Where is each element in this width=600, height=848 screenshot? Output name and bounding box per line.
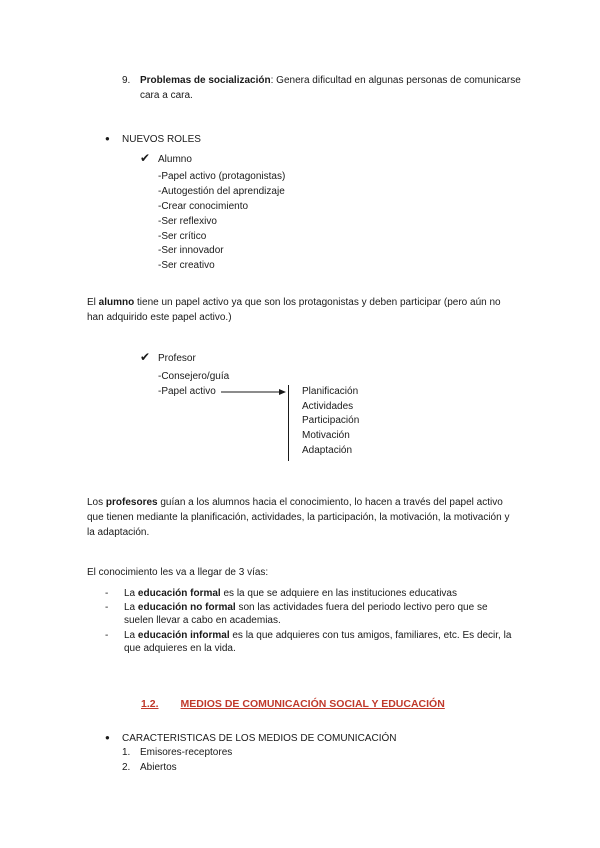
vias-intro: El conocimiento les va a llegar de 3 vías: — [87, 567, 269, 578]
alumno-item: -Ser creativo — [158, 260, 215, 271]
alumno-item: -Ser innovador — [158, 245, 224, 256]
via-no-formal: La educación no formal son las actividades fuera del periodo lectivo pero que se — [124, 602, 488, 613]
dash-icon: - — [105, 602, 109, 613]
item-9-line-2: cara a cara. — [140, 90, 193, 101]
alumno-item: -Ser reflexivo — [158, 216, 217, 227]
nuevos-roles-label: NUEVOS ROLES — [122, 134, 201, 145]
caracteristicas-item: Abiertos — [140, 762, 177, 773]
section-heading — [141, 698, 445, 710]
via-no-formal-line-2: suelen llevar a cabo en academias. — [124, 615, 281, 626]
section-number: 1.2. — [141, 698, 159, 710]
alumno-item: -Papel activo (protagonistas) — [158, 171, 286, 182]
bold-alumno: alumno — [98, 297, 135, 308]
caracteristicas-item: Emisores-receptores — [140, 747, 233, 758]
item-9-title: Problemas de socialización — [140, 75, 271, 86]
profesor-item: -Papel activo — [158, 386, 216, 397]
bullet-icon: ● — [105, 733, 110, 742]
paragraph-profesores: Los profesores guían a los alumnos hacia el conocimiento, lo hacen a través del papel activo que tienen mediante la planificación, actividades, la participación, la motivación, la motivación y la adaptación. — [87, 497, 510, 538]
caracteristicas-number: 2. — [122, 762, 131, 773]
profesor-item: -Consejero/guía — [158, 371, 230, 382]
alumno-item: -Crear conocimiento — [158, 201, 249, 212]
paragraph-alumno: El alumno tiene un papel activo ya que son los protagonistas y deben participar (pero aún no han adquirido este papel activo.) — [87, 297, 501, 323]
alumno-label: Alumno — [158, 154, 192, 165]
item-9-line-1 — [140, 74, 521, 87]
checkmark-icon: ✔ — [140, 151, 151, 165]
profesor-branch: Adaptación — [302, 445, 353, 456]
profesor-branch: Actividades — [302, 401, 354, 412]
dash-icon: - — [105, 588, 109, 599]
bracket-line — [288, 385, 289, 461]
alumno-item: -Ser crítico — [158, 231, 207, 242]
caracteristicas-label: CARACTERISTICAS DE LOS MEDIOS DE COMUNICACIÓN — [122, 733, 397, 744]
bold-profesores: profesores — [105, 497, 158, 508]
profesor-branch: Participación — [302, 415, 360, 426]
profesor-branch: Motivación — [302, 430, 350, 441]
item-9-text: : Genera dificultad en algunas personas de comunicarse — [270, 75, 521, 86]
profesor-label: Profesor — [158, 353, 196, 364]
alumno-item: -Autogestión del aprendizaje — [158, 186, 285, 197]
bullet-icon: ● — [105, 134, 110, 143]
section-title: MEDIOS DE COMUNICACIÓN SOCIAL Y EDUCACIÓN — [180, 698, 445, 710]
checkmark-icon: ✔ — [140, 350, 151, 364]
via-formal: La educación formal es la que se adquiere en las instituciones educativas — [124, 588, 457, 599]
caracteristicas-number: 1. — [122, 747, 131, 758]
dash-icon: - — [105, 630, 109, 641]
via-informal-line-2: que adquieres en la vida. — [124, 643, 236, 654]
via-informal: La educación informal es la que adquieres con tus amigos, familiares, etc. Es decir, la — [124, 630, 512, 641]
profesor-branch: Planificación — [302, 386, 359, 397]
item-9-number: 9. — [122, 75, 131, 86]
arrow-right-icon — [221, 387, 287, 397]
